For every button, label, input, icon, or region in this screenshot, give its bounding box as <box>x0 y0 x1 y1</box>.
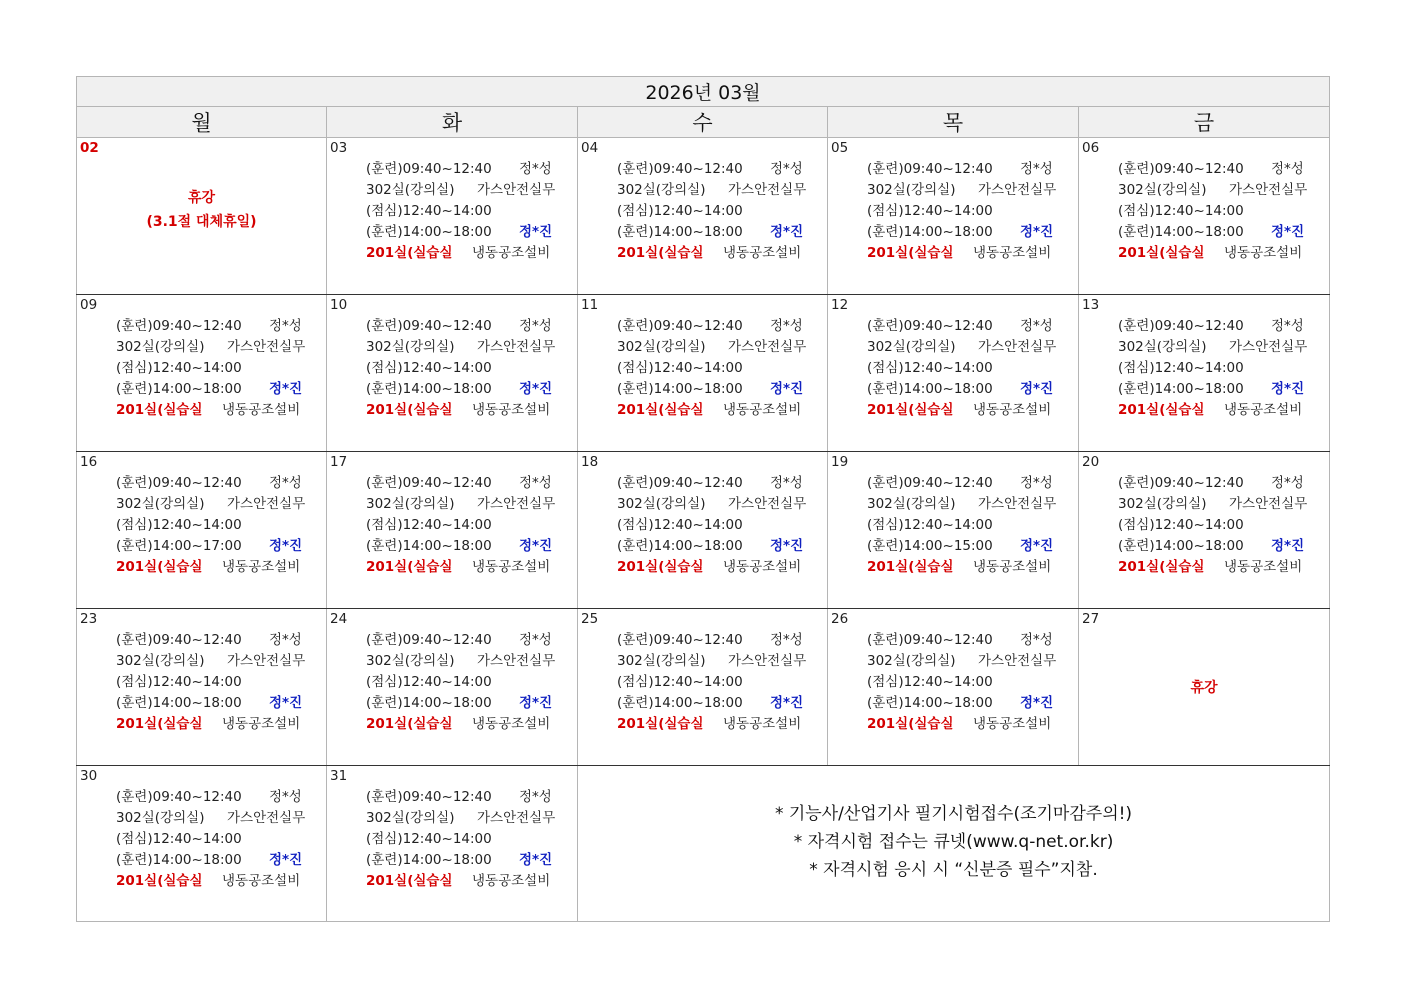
afternoon-teacher: 정*진 <box>269 538 303 554</box>
afternoon-room: 201실(실습실 <box>116 402 203 418</box>
day-cell <box>77 452 327 609</box>
lunch-break: (점심)12:40~14:00 <box>366 360 492 376</box>
morning-subject: 가스안전실무 <box>477 653 556 669</box>
morning-session: (훈련)09:40~12:40 <box>116 789 242 805</box>
day-number: 03 <box>330 140 348 156</box>
day-cell <box>578 295 828 452</box>
afternoon-teacher: 정*진 <box>770 695 804 711</box>
day-number: 12 <box>831 297 849 313</box>
day-number: 27 <box>1082 611 1100 627</box>
afternoon-teacher: 정*진 <box>519 538 553 554</box>
afternoon-teacher: 정*진 <box>770 224 804 240</box>
afternoon-session: (훈련)14:00~18:00 <box>366 852 492 868</box>
morning-session: (훈련)09:40~12:40 <box>366 161 492 177</box>
afternoon-session: (훈련)14:00~18:00 <box>116 695 242 711</box>
morning-room: 302실(강의실) <box>366 496 455 512</box>
afternoon-teacher: 정*진 <box>269 695 303 711</box>
weekday-header: 금 <box>1079 107 1330 138</box>
morning-session: (훈련)09:40~12:40 <box>617 475 743 491</box>
note-line: * 자격시험 응시 시 “신분증 필수”지참. <box>809 860 1098 880</box>
morning-room: 302실(강의실) <box>116 496 205 512</box>
morning-room: 302실(강의실) <box>867 496 956 512</box>
afternoon-subject: 냉동공조설비 <box>472 245 551 261</box>
day-number: 31 <box>330 768 348 784</box>
afternoon-session: (훈련)14:00~18:00 <box>1118 381 1244 397</box>
afternoon-subject: 냉동공조설비 <box>222 559 301 575</box>
morning-teacher: 정*성 <box>269 632 302 648</box>
morning-teacher: 정*성 <box>519 318 552 334</box>
lunch-break: (점심)12:40~14:00 <box>116 831 242 847</box>
afternoon-session: (훈련)14:00~18:00 <box>366 695 492 711</box>
afternoon-subject: 냉동공조설비 <box>723 402 802 418</box>
day-cell <box>327 452 578 609</box>
day-cell <box>327 295 578 452</box>
weekday-header: 목 <box>828 107 1079 138</box>
morning-room: 302실(강의실) <box>116 810 205 826</box>
morning-subject: 가스안전실무 <box>227 810 306 826</box>
afternoon-teacher: 정*진 <box>770 381 804 397</box>
lunch-break: (점심)12:40~14:00 <box>116 674 242 690</box>
lunch-break: (점심)12:40~14:00 <box>116 517 242 533</box>
afternoon-room: 201실(실습실 <box>366 873 453 889</box>
morning-room: 302실(강의실) <box>366 653 455 669</box>
afternoon-teacher: 정*진 <box>1271 381 1305 397</box>
day-cell <box>828 138 1079 295</box>
holiday-reason: (3.1절 대체휴일) <box>146 214 257 230</box>
afternoon-subject: 냉동공조설비 <box>1224 402 1303 418</box>
morning-subject: 가스안전실무 <box>728 182 807 198</box>
day-number: 09 <box>80 297 98 313</box>
morning-session: (훈련)09:40~12:40 <box>1118 475 1244 491</box>
afternoon-teacher: 정*진 <box>1020 695 1054 711</box>
day-cell <box>1079 295 1330 452</box>
afternoon-session: (훈련)14:00~18:00 <box>366 381 492 397</box>
day-number: 11 <box>581 297 599 313</box>
morning-session: (훈련)09:40~12:40 <box>867 632 993 648</box>
day-cell <box>578 609 828 766</box>
day-number: 30 <box>80 768 98 784</box>
lunch-break: (점심)12:40~14:00 <box>617 674 743 690</box>
morning-teacher: 정*성 <box>770 318 803 334</box>
afternoon-subject: 냉동공조설비 <box>222 873 301 889</box>
morning-teacher: 정*성 <box>1271 475 1304 491</box>
afternoon-room: 201실(실습실 <box>867 559 954 575</box>
lunch-break: (점심)12:40~14:00 <box>617 203 743 219</box>
morning-session: (훈련)09:40~12:40 <box>116 475 242 491</box>
afternoon-session: (훈련)14:00~18:00 <box>617 381 743 397</box>
afternoon-subject: 냉동공조설비 <box>973 245 1052 261</box>
afternoon-subject: 냉동공조설비 <box>222 716 301 732</box>
schedule-entry <box>116 316 305 421</box>
morning-session: (훈련)09:40~12:40 <box>617 318 743 334</box>
afternoon-room: 201실(실습실 <box>366 559 453 575</box>
day-cell <box>327 609 578 766</box>
lunch-break: (점심)12:40~14:00 <box>116 360 242 376</box>
day-cell <box>828 609 1079 766</box>
afternoon-room: 201실(실습실 <box>366 245 453 261</box>
morning-room: 302실(강의실) <box>1118 496 1207 512</box>
afternoon-teacher: 정*진 <box>1020 381 1054 397</box>
lunch-break: (점심)12:40~14:00 <box>366 517 492 533</box>
day-cell <box>828 295 1079 452</box>
morning-teacher: 정*성 <box>519 475 552 491</box>
lunch-break: (점심)12:40~14:00 <box>867 674 993 690</box>
morning-subject: 가스안전실무 <box>978 339 1057 355</box>
afternoon-room: 201실(실습실 <box>617 559 704 575</box>
afternoon-room: 201실(실습실 <box>116 873 203 889</box>
morning-subject: 가스안전실무 <box>978 496 1057 512</box>
day-number: 23 <box>80 611 98 627</box>
morning-subject: 가스안전실무 <box>1229 496 1308 512</box>
afternoon-subject: 냉동공조설비 <box>723 716 802 732</box>
afternoon-room: 201실(실습실 <box>617 245 704 261</box>
morning-session: (훈련)09:40~12:40 <box>1118 318 1244 334</box>
lunch-break: (점심)12:40~14:00 <box>1118 517 1244 533</box>
day-number: 10 <box>330 297 348 313</box>
day-cell <box>1079 452 1330 609</box>
morning-session: (훈련)09:40~12:40 <box>116 318 242 334</box>
afternoon-room: 201실(실습실 <box>867 716 954 732</box>
schedule-entry <box>116 630 305 735</box>
weekday-header: 수 <box>578 107 828 138</box>
lunch-break: (점심)12:40~14:00 <box>366 203 492 219</box>
afternoon-session: (훈련)14:00~18:00 <box>617 224 743 240</box>
morning-room: 302실(강의실) <box>366 810 455 826</box>
afternoon-room: 201실(실습실 <box>366 402 453 418</box>
schedule-entry <box>1118 159 1307 264</box>
morning-subject: 가스안전실무 <box>978 653 1057 669</box>
morning-teacher: 정*성 <box>519 789 552 805</box>
afternoon-session: (훈련)14:00~18:00 <box>116 381 242 397</box>
afternoon-subject: 냉동공조설비 <box>472 402 551 418</box>
schedule-entry <box>867 630 1056 735</box>
day-cell <box>828 452 1079 609</box>
afternoon-room: 201실(실습실 <box>867 245 954 261</box>
morning-room: 302실(강의실) <box>617 496 706 512</box>
day-cell <box>1079 609 1330 766</box>
morning-subject: 가스안전실무 <box>728 653 807 669</box>
afternoon-teacher: 정*진 <box>519 852 553 868</box>
morning-teacher: 정*성 <box>1020 318 1053 334</box>
morning-room: 302실(강의실) <box>867 339 956 355</box>
exam-notes <box>578 800 1329 884</box>
lunch-break: (점심)12:40~14:00 <box>1118 360 1244 376</box>
afternoon-room: 201실(실습실 <box>366 716 453 732</box>
schedule-entry <box>366 787 555 892</box>
morning-subject: 가스안전실무 <box>227 339 306 355</box>
lunch-break: (점심)12:40~14:00 <box>867 203 993 219</box>
note-line: * 자격시험 접수는 큐넷(www.q-net.or.kr) <box>793 832 1114 852</box>
lunch-break: (점심)12:40~14:00 <box>617 517 743 533</box>
afternoon-session: (훈련)14:00~18:00 <box>867 381 993 397</box>
morning-subject: 가스안전실무 <box>1229 339 1308 355</box>
schedule-entry <box>366 159 555 264</box>
morning-subject: 가스안전실무 <box>227 496 306 512</box>
morning-teacher: 정*성 <box>1020 161 1053 177</box>
day-number: 19 <box>831 454 849 470</box>
afternoon-session: (훈련)14:00~18:00 <box>366 538 492 554</box>
morning-room: 302실(강의실) <box>617 653 706 669</box>
morning-room: 302실(강의실) <box>617 339 706 355</box>
morning-teacher: 정*성 <box>519 161 552 177</box>
morning-subject: 가스안전실무 <box>978 182 1057 198</box>
morning-session: (훈련)09:40~12:40 <box>867 318 993 334</box>
morning-session: (훈련)09:40~12:40 <box>617 632 743 648</box>
morning-subject: 가스안전실무 <box>477 496 556 512</box>
afternoon-session: (훈련)14:00~18:00 <box>867 224 993 240</box>
day-number: 26 <box>831 611 849 627</box>
morning-room: 302실(강의실) <box>867 182 956 198</box>
lunch-break: (점심)12:40~14:00 <box>366 831 492 847</box>
morning-session: (훈련)09:40~12:40 <box>366 632 492 648</box>
morning-subject: 가스안전실무 <box>728 496 807 512</box>
morning-room: 302실(강의실) <box>617 182 706 198</box>
morning-room: 302실(강의실) <box>1118 182 1207 198</box>
morning-subject: 가스안전실무 <box>477 182 556 198</box>
afternoon-session: (훈련)14:00~18:00 <box>867 695 993 711</box>
day-number: 17 <box>330 454 348 470</box>
morning-session: (훈련)09:40~12:40 <box>867 475 993 491</box>
afternoon-room: 201실(실습실 <box>617 402 704 418</box>
afternoon-subject: 냉동공조설비 <box>723 559 802 575</box>
afternoon-subject: 냉동공조설비 <box>1224 245 1303 261</box>
afternoon-subject: 냉동공조설비 <box>973 559 1052 575</box>
day-cell <box>1079 138 1330 295</box>
morning-session: (훈련)09:40~12:40 <box>1118 161 1244 177</box>
afternoon-session: (훈련)14:00~17:00 <box>116 538 242 554</box>
morning-teacher: 정*성 <box>269 475 302 491</box>
afternoon-teacher: 정*진 <box>269 381 303 397</box>
schedule-entry <box>366 630 555 735</box>
morning-session: (훈련)09:40~12:40 <box>867 161 993 177</box>
morning-teacher: 정*성 <box>1020 475 1053 491</box>
afternoon-teacher: 정*진 <box>1020 538 1054 554</box>
schedule-entry <box>867 473 1056 578</box>
afternoon-session: (훈련)14:00~18:00 <box>116 852 242 868</box>
afternoon-room: 201실(실습실 <box>1118 245 1205 261</box>
day-number: 06 <box>1082 140 1100 156</box>
schedule-entry <box>617 630 806 735</box>
schedule-entry <box>1118 473 1307 578</box>
morning-teacher: 정*성 <box>1020 632 1053 648</box>
afternoon-room: 201실(실습실 <box>1118 559 1205 575</box>
morning-teacher: 정*성 <box>519 632 552 648</box>
note-line: * 기능사/산업기사 필기시험접수(조기마감주의!) <box>774 804 1133 824</box>
lunch-break: (점심)12:40~14:00 <box>1118 203 1244 219</box>
afternoon-teacher: 정*진 <box>1271 224 1305 240</box>
day-number: 02 <box>80 140 99 156</box>
afternoon-room: 201실(실습실 <box>617 716 704 732</box>
afternoon-subject: 냉동공조설비 <box>973 716 1052 732</box>
lunch-break: (점심)12:40~14:00 <box>366 674 492 690</box>
day-cell <box>77 609 327 766</box>
holiday-label: 휴강 <box>187 190 216 206</box>
day-cell <box>327 766 578 922</box>
afternoon-session: (훈련)14:00~18:00 <box>366 224 492 240</box>
afternoon-room: 201실(실습실 <box>1118 402 1205 418</box>
schedule-entry <box>116 473 305 578</box>
afternoon-subject: 냉동공조설비 <box>472 716 551 732</box>
morning-teacher: 정*성 <box>269 318 302 334</box>
morning-teacher: 정*성 <box>1271 161 1304 177</box>
afternoon-session: (훈련)14:00~15:00 <box>867 538 993 554</box>
afternoon-session: (훈련)14:00~18:00 <box>1118 224 1244 240</box>
afternoon-subject: 냉동공조설비 <box>472 873 551 889</box>
morning-teacher: 정*성 <box>269 789 302 805</box>
day-number: 13 <box>1082 297 1100 313</box>
afternoon-session: (훈련)14:00~18:00 <box>617 538 743 554</box>
morning-subject: 가스안전실무 <box>477 339 556 355</box>
afternoon-teacher: 정*진 <box>519 381 553 397</box>
afternoon-teacher: 정*진 <box>1271 538 1305 554</box>
notes-cell <box>578 766 1330 922</box>
morning-session: (훈련)09:40~12:40 <box>366 789 492 805</box>
schedule-entry <box>366 473 555 578</box>
afternoon-subject: 냉동공조설비 <box>472 559 551 575</box>
day-number: 05 <box>831 140 849 156</box>
day-number: 16 <box>80 454 98 470</box>
afternoon-room: 201실(실습실 <box>116 716 203 732</box>
schedule-entry <box>867 316 1056 421</box>
lunch-break: (점심)12:40~14:00 <box>867 360 993 376</box>
morning-teacher: 정*성 <box>770 632 803 648</box>
schedule-entry <box>867 159 1056 264</box>
schedule-entry <box>617 159 806 264</box>
afternoon-teacher: 정*진 <box>269 852 303 868</box>
schedule-entry <box>366 316 555 421</box>
day-cell <box>77 138 327 295</box>
schedule-entry <box>1118 316 1307 421</box>
afternoon-subject: 냉동공조설비 <box>1224 559 1303 575</box>
afternoon-room: 201실(실습실 <box>867 402 954 418</box>
afternoon-session: (훈련)14:00~18:00 <box>1118 538 1244 554</box>
morning-teacher: 정*성 <box>770 161 803 177</box>
afternoon-teacher: 정*진 <box>519 695 553 711</box>
weekday-header: 월 <box>77 107 327 138</box>
morning-teacher: 정*성 <box>1271 318 1304 334</box>
afternoon-room: 201실(실습실 <box>116 559 203 575</box>
afternoon-subject: 냉동공조설비 <box>723 245 802 261</box>
day-number: 25 <box>581 611 599 627</box>
schedule-entry <box>116 787 305 892</box>
lunch-break: (점심)12:40~14:00 <box>867 517 993 533</box>
holiday-label: 휴강 <box>1190 680 1218 696</box>
morning-session: (훈련)09:40~12:40 <box>366 318 492 334</box>
morning-subject: 가스안전실무 <box>728 339 807 355</box>
afternoon-teacher: 정*진 <box>1020 224 1054 240</box>
morning-room: 302실(강의실) <box>867 653 956 669</box>
morning-teacher: 정*성 <box>770 475 803 491</box>
morning-session: (훈련)09:40~12:40 <box>366 475 492 491</box>
morning-room: 302실(강의실) <box>1118 339 1207 355</box>
day-number: 24 <box>330 611 348 627</box>
afternoon-session: (훈련)14:00~18:00 <box>617 695 743 711</box>
afternoon-subject: 냉동공조설비 <box>973 402 1052 418</box>
calendar-table <box>76 76 1330 922</box>
day-number: 04 <box>581 140 599 156</box>
morning-room: 302실(강의실) <box>366 339 455 355</box>
day-cell <box>327 138 578 295</box>
morning-room: 302실(강의실) <box>366 182 455 198</box>
morning-subject: 가스안전실무 <box>227 653 306 669</box>
weekday-header: 화 <box>327 107 578 138</box>
morning-subject: 가스안전실무 <box>477 810 556 826</box>
day-cell <box>578 452 828 609</box>
morning-room: 302실(강의실) <box>116 653 205 669</box>
schedule-entry <box>617 316 806 421</box>
day-cell <box>77 766 327 922</box>
day-number: 20 <box>1082 454 1100 470</box>
day-number: 18 <box>581 454 599 470</box>
morning-room: 302실(강의실) <box>116 339 205 355</box>
afternoon-teacher: 정*진 <box>519 224 553 240</box>
schedule-entry <box>617 473 806 578</box>
calendar-title: 2026년 03월 <box>77 77 1330 107</box>
morning-subject: 가스안전실무 <box>1229 182 1308 198</box>
lunch-break: (점심)12:40~14:00 <box>617 360 743 376</box>
morning-session: (훈련)09:40~12:40 <box>617 161 743 177</box>
afternoon-teacher: 정*진 <box>770 538 804 554</box>
day-cell <box>77 295 327 452</box>
morning-session: (훈련)09:40~12:40 <box>116 632 242 648</box>
day-cell <box>578 138 828 295</box>
afternoon-subject: 냉동공조설비 <box>222 402 301 418</box>
